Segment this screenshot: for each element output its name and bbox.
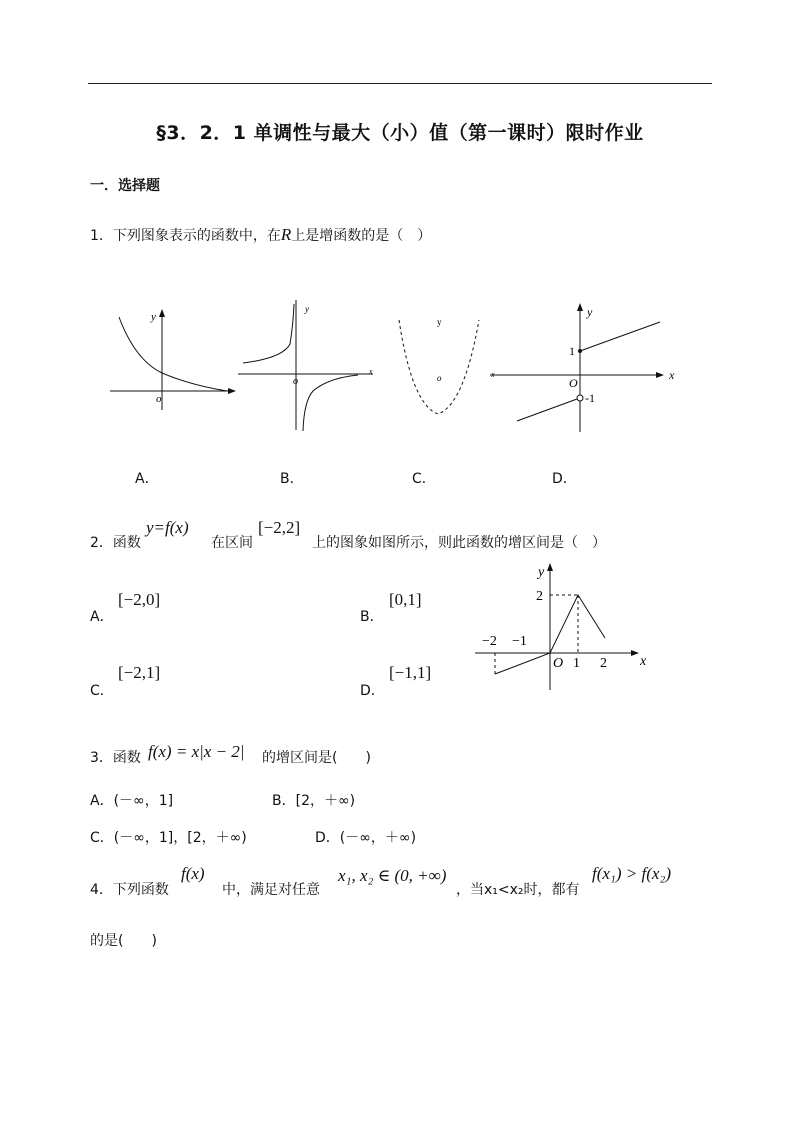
- q4-condition: x₁, x₂ ∈ (0, +∞): [338, 866, 447, 885]
- q4-mid2: ，当x₁<x₂时，都有: [456, 882, 580, 898]
- q1a-o-label: o: [156, 393, 162, 405]
- q1d-y-label: y: [587, 305, 593, 319]
- q1d-line-right: [580, 322, 660, 351]
- q2-option-c-value: [−2,1]: [118, 663, 161, 682]
- q1d-closed-point: [578, 349, 582, 353]
- q3-option-d[interactable]: D．(－∞，＋∞): [315, 830, 417, 846]
- q1-option-a[interactable]: A．: [135, 471, 159, 487]
- q2-y-label: y: [538, 565, 545, 580]
- q2-suffix: 上的图象如图所示，则此函数的增区间是（ ）: [312, 535, 606, 551]
- q1-option-c[interactable]: C．: [412, 471, 436, 487]
- q2-mid: 在区间: [211, 535, 253, 551]
- q2-func: y=f(x): [146, 518, 189, 537]
- q1a-curve: [119, 317, 227, 391]
- q1a-y-label: y: [151, 311, 156, 323]
- q1b-branch-right: [303, 375, 358, 431]
- q2-interval: [−2,2]: [258, 518, 301, 537]
- page-title: §3．2．1 单调性与最大（小）值（第一课时）限时作业: [156, 122, 644, 144]
- q4-mid1: 中，满足对任意: [222, 882, 320, 898]
- q2-option-c-label[interactable]: C．: [90, 683, 114, 699]
- q1c-curve: [399, 320, 479, 414]
- q1-graph-b: [238, 296, 378, 436]
- q1-graph-a: [105, 300, 240, 415]
- q1b-o-label: o: [293, 376, 298, 387]
- q2-option-d-value: [−1,1]: [389, 663, 432, 682]
- q2-option-a-value: [−2,0]: [118, 590, 161, 609]
- q2-option-a-label[interactable]: A．: [90, 609, 114, 625]
- q3-prefix: 3．函数: [90, 750, 141, 766]
- q3-option-c[interactable]: C．(－∞，1]，[2，＋∞): [90, 830, 247, 846]
- q2-tick-x-1: 1: [573, 656, 580, 671]
- q1-prefix: 1．下列图象表示的函数中，在: [90, 228, 281, 244]
- q2-option-b-label[interactable]: B．: [360, 609, 384, 625]
- q1-graph-c: [392, 310, 492, 420]
- q2-tick-x-neg2: −2: [482, 634, 497, 649]
- q2-O-label: O: [553, 656, 564, 671]
- q1d-one-label: 1: [569, 344, 575, 358]
- q1d-open-point: [577, 395, 583, 401]
- q1b-x-label: x: [369, 367, 373, 376]
- q2-graph: [470, 560, 660, 695]
- q2-tick-x-neg1: −1: [512, 634, 527, 649]
- q1d-x-label: x: [669, 368, 675, 382]
- q1b-y-label: y: [305, 304, 309, 314]
- header-rule: [88, 83, 712, 84]
- q4-line2: 的是( ): [90, 933, 157, 949]
- q2-x-label: x: [640, 654, 647, 669]
- q1c-o-label: o: [437, 373, 442, 383]
- q1c-y-label: y: [437, 317, 442, 327]
- q2-option-d-label[interactable]: D．: [360, 683, 385, 699]
- q1-stem: [90, 225, 431, 245]
- q4-prefix: 4．下列函数: [90, 882, 169, 898]
- section-heading: 一．选择题: [90, 178, 160, 194]
- q1-option-b[interactable]: B．: [280, 471, 304, 487]
- q4-func: f(x): [181, 864, 205, 883]
- q1-suffix: 上是增函数的是（ ）: [291, 228, 432, 244]
- q1d-x-label-left: x: [491, 370, 495, 379]
- q3-func: f(x) = x|x − 2|: [148, 742, 245, 761]
- q1b-branch-left: [243, 304, 294, 363]
- q1-graph-d: [485, 298, 680, 438]
- q1d-neg-one-label: -1: [585, 391, 595, 405]
- q3-suffix: 的增区间是( ): [262, 750, 371, 766]
- q1d-O-label: O: [569, 376, 578, 390]
- q2-tick-x-2: 2: [600, 656, 607, 671]
- q1-var: R: [280, 225, 292, 244]
- q1d-line-left: [517, 399, 577, 421]
- q2-tick-y-2: 2: [536, 589, 543, 604]
- q3-option-b[interactable]: B．[2，＋∞): [272, 793, 356, 809]
- q2-option-b-value: [0,1]: [389, 590, 422, 609]
- q2-prefix: 2．函数: [90, 535, 141, 551]
- q4-inequality: f(x₁) > f(x₂): [592, 864, 671, 883]
- q3-option-a[interactable]: A．(－∞，1]: [90, 793, 174, 809]
- q1-option-d[interactable]: D．: [552, 471, 577, 487]
